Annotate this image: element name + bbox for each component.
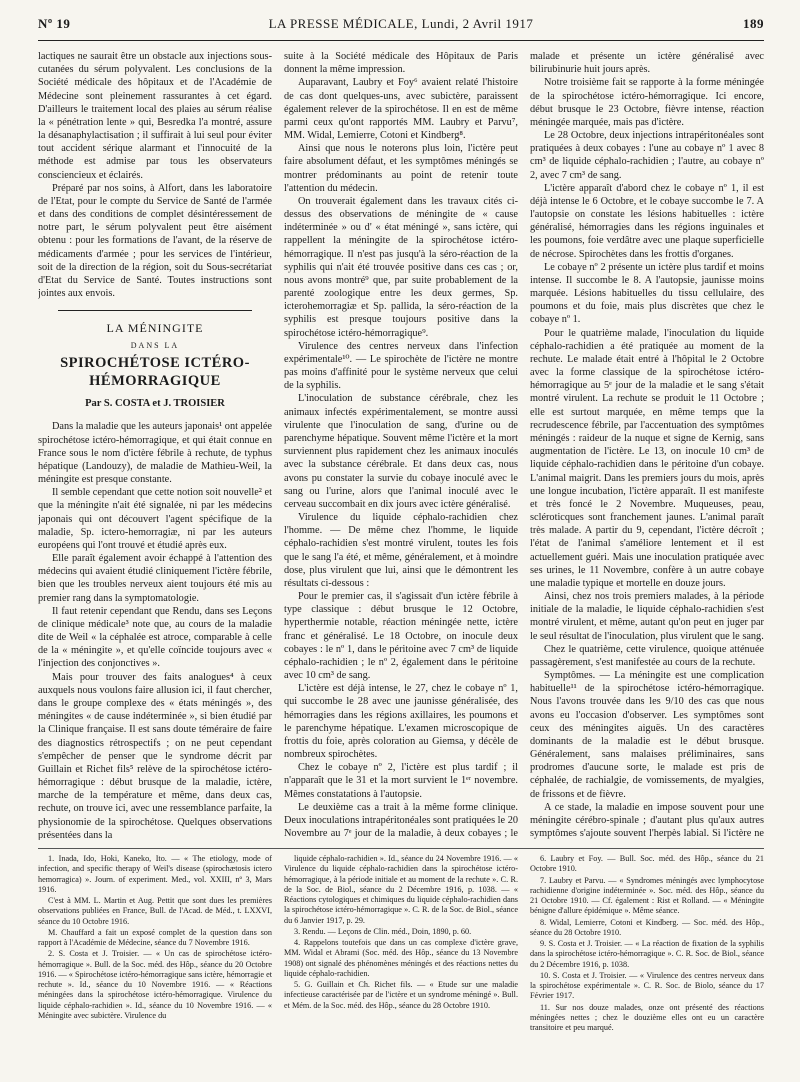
paragraph: Virulence du liquide céphalo-rachidien chez l'homme. — De même chez l'homme, le liquide céphalo-rachidien s'est montré virulent, toutes les fois que le sang l'a été, et même, généralement, et à moindre dose, plus virulent que lui, ainsi que le démontrent les résultats ci-dessous :	[284, 512, 518, 589]
text-columns	[38, 50, 764, 840]
paragraph: malade et présente un ictère généralisé avec bilirubinurie huit jours après.	[530, 51, 764, 76]
footnote: 11. Sur nos douze malades, onze ont présenté des réactions méningées nettes ; chez le douzième elles ont eu un caractère transitoire et peu marqué.	[530, 1002, 764, 1032]
footnote: liquide céphalo-rachidien ». Id., séance du 24 Novembre 1916. — « Virulence du liquide céphalo-rachidien dans la spirochétose ictéro-hémorragique, à la période initiale et au moment de la rechute ». C. R. de la Soc. de Biol., séance du 2 Décembre 1916, p. 1038. — « Réactions cytologiques et chimiques du liquide céphalo-rachidien dans la spirochétose ictéro-hémorragique ». C. R. de la Soc. de Biol., séance du 6 Janvier 1917, p. 29.	[284, 854, 518, 925]
column-1	[38, 50, 272, 840]
footnote: 5. G. Guillain et Ch. Richet fils. — « Etude sur une maladie infectieuse caractérisée par de l'ictère et un syndrome méningé ». Bull. et Mém. de la Soc. méd. des Hôp., séance du 28 Octobre 1910.	[284, 980, 518, 1010]
paragraph: Chez le quatrième, cette virulence, quoique atténuée passagèrement, s'est manifestée au cours de la rechute.	[530, 643, 764, 668]
paragraph: suite à la Société médicale des Hôpitaux de Paris donnent la même impression.	[284, 51, 518, 76]
article-authors: Par S. COSTA et J. TROISIER	[85, 397, 225, 409]
footnote: 2. S. Costa et J. Troisier. — « Un cas de spirochétose ictéro-hémorragique ». Bull. de la Soc. méd. des Hôp., séance du 20 Octobre 1916. — « Spirochétose ictéro-hémorragique sans ictère, hémorragie et rechute ». Id., séance du 10 Novembre 1916. — « Réactions méningées dans la spirochétose ictéro-hémorragique. Virulence du liquide céphalo-rachidien ». Id., séance du 10 Novembre 1916. — « Méningite avec subictère. Virulence du	[38, 949, 272, 1020]
column-2	[284, 50, 518, 840]
header-rule	[38, 40, 764, 41]
column-3	[530, 50, 764, 840]
footnote: 4. Rappelons toutefois que dans un cas complexe d'ictère grave, MM. Widal et Abrami (Soc. méd. des Hôp., séance du 13 Novembre 1908) ont signalé des phénomènes méningés et des réactions nettes du liquide céphalo-rachidien.	[284, 938, 518, 978]
footnote: 9. S. Costa et J. Troisier. — « La réaction de fixation de la syphilis dans la spirochétose ictéro-hémorragique ». C. R. Soc. de Biol., séance du 2 Décembre 1916, p. 1038.	[530, 939, 764, 969]
paragraph: Préparé par nos soins, à Alfort, dans les laboratoire de l'Etat, pour le compte du Service de Santé de l'armée et dans des conditions de complet désintéressement de notre part, le sérum polyvalent peut être aisément obtenu : pour les formations de l'avant, de la réserve de médicaments d'armée ; pour les services de l'intérieur, soit de la direction de la région, soit du Sous-secrétariat d'Etat du Service de Santé. Toutes instructions sont jointes aux envois.	[38, 182, 272, 300]
paragraph: Ainsi, chez nos trois premiers malades, à la période initiale de la maladie, le liquide céphalo-rachidien s'est montré virulent, et même, autant qu'on peut en juger par le seul résultat de l'inoculation, plus virulent que le sang.	[530, 591, 764, 642]
article-title-main: SPIROCHÉTOSE ICTÉRO-HÉMORRAGIQUE	[60, 354, 250, 390]
paragraph: Mais pour trouver des faits analogues⁴ à ceux auxquels nous voulons faire allusion ici, il faut chercher, dans le groupe complexe des « états méningés », des méningites « de cause indéterminée », si bien étudié par la Clinique française. Il est sans doute téméraire de faire des diagnostics rétrospectifs ; on ne peut cependant s'empêcher de penser que le syndrome décrit par Guillain et Richet fils⁵ relève de la spirochétose ictéro-hémorragique : début brusque de la maladie, ictère, marche de la température et même, dans deux cas, rechute, on trouve ici, avec une ressemblance parfaite, la physionomie de la spirochétose. Quelques observations présentées dans la	[38, 671, 272, 840]
footnote-column-3	[530, 854, 764, 1076]
paragraph: A ce stade, la maladie en impose souvent pour une méningite cérébro-spinale ; d'autant plus qu'aux autres symptômes s'ajoute souvent l'herpès labial. Si l'ictère ne	[530, 801, 764, 840]
paragraph: Pour le premier cas, il s'agissait d'un ictère fébrile à type classique : début brusque le 12 Octobre, hyperthermie notable, réaction méningée nette, ictère franc et généralisé. Le 18 Octobre, on inocule deux cobayes : le nº 1, dans le péritoine avec 7 cm³ de liquide céphalo-rachidien ; le nº 2, également dans le péritoine avec 10 cm³ de sang.	[284, 591, 518, 682]
paragraph: Symptômes. — La méningite est une complication habituelle¹¹ de la spirochétose ictéro-hémorragique. Nous l'avons trouvée dans les 9/10 des cas que nous avons eu l'occasion d'observer. Les symptômes sont ceux des méningites aiguës. Un des caractères dominants de la maladie est le début brusque. Généralement, sans malaises préliminaires, sans prodromes d'aucune sorte, le malade est pris de céphalée, de rachialgie, de vomissements, de myalgies, de frissons et de fièvre.	[530, 670, 764, 800]
paragraph: Le 28 Octobre, deux injections intrapéritonéales sont pratiquées à deux cobayes : l'une au cobaye nº 1 avec 8 cm³ de liquide céphalo-rachidien ; l'autre, au cobaye nº 2, avec 7 cm³ de sang.	[530, 130, 764, 181]
paragraph: Pour le quatrième malade, l'inoculation du liquide céphalo-rachidien a été pratiquée au moment de la rechute. Le malade était entré à l'hôpital le 2 Octobre avec la forme classique de la spirochétose ictéro-hémorragique au 5ᵉ jour de la maladie et le sang s'était montré virulent. La rechute se produit le 11 Octobre ; elle est surtout marquée, en même temps que la recrudescence fébrile, par l'accentuation des symptômes méningés : raideur de la nuque et signe de Kernig, sans augmentation de l'ictère. Le 13, on inocule 10 cm³ de liquide céphalo-rachidien dans le péritoine d'un cobaye. L'animal maigrit. Dans les premiers jours du mois, après une longue incubation, l'ictère apparaît. Il est manifeste et très foncé le 2 Novembre. Muqueuses, peau, scléroticques sont franchement jaunes. L'animal paraît très malade. A partir du 9, cependant, l'ictère décroît ; l'état de l'animal s'améliore lentement et il est actuellement guéri. Mais une inoculation pratiquée avec ses urines, le 11 Novembre, confère à un autre cobaye une maladie typique et mortelle en douze jours.	[530, 327, 764, 589]
paragraph: Le cobaye nº 2 présente un ictère plus tardif et moins intense. Il succombe le 8. A l'autopsie, jaunisse moins marquée. Lésions habituelles du tissu cellulaire, des poumons et du foie, mais plus discrètes que chez le cobaye nº 1.	[530, 261, 764, 326]
paragraph: Elle paraît également avoir échappé à l'attention des médecins qui avaient étudié cliniquement l'ictère fébrile, bien que les troubles nerveux aient toujours été mis au premier rang dans la symptomatologie.	[38, 553, 272, 604]
footnote: C'est à MM. L. Martin et Aug. Pettit que sont dues les premières observations publiées en France, Bull. de l'Acad. de Méd., t. LXXVI, séance du 10 Octobre 1916.	[38, 896, 272, 926]
article-divider	[58, 310, 252, 311]
footnotes	[38, 854, 764, 1076]
footnote-column-2	[284, 854, 518, 1076]
paragraph: L'inoculation de substance cérébrale, chez les animaux infectés expérimentalement, se montre aussi virulente que l'inoculation de sang, d'urine ou de parenchyme hépatique. Souvent même l'ictère et la mort surviennent plus rapidement chez les animaux inoculés avec la substance cérébrale. Et dans deux cas, nous avons pu constater la survie du cobaye inoculé avec le sang ou l'urine, alors que l'animal inoculé avec le cerveau succombait en dix jours avec ictère généralisé.	[284, 393, 518, 510]
footnote-column-1	[38, 854, 272, 1076]
footnote: M. Chauffard a fait un exposé complet de la question dans son rapport à l'Académie de Médecine, séance du 7 Novembre 1916.	[38, 927, 272, 947]
journal-title: LA PRESSE MÉDICALE, Lundi, 2 Avril 1917	[268, 16, 534, 31]
paragraph: Chez le cobaye nº 2, l'ictère est plus tardif ; il n'apparaît que le 31 et la mort survient le 1ᵉʳ novembre. Mêmes constatations à l'autopsie.	[284, 762, 518, 800]
footnote: 8. Widal, Lemierre, Cotoni et Kindberg. — Soc. méd. des Hôp., séance du 28 Octobre 1910.	[530, 917, 764, 937]
paragraph: Le deuxième cas a trait à la même forme clinique. Deux inoculations intrapéritonéales sont pratiquées le 20 Novembre au 7ᵉ jour de la maladie, à deux cobayes ; le	[284, 801, 518, 840]
footnote: 7. Laubry et Parvu. — « Syndromes méningés avec lymphocytose rachidienne d'origine indéterminée ». Soc. méd. des Hôp., séance du 21 Octobre 1910. — Cf. également : Rist et Rolland. — « Méningite bénigne d'allure épidémique ». Même séance.	[530, 875, 764, 916]
paragraph: Ainsi que nous le noterons plus loin, l'ictère peut faire absolument défaut, et les symptômes méningés se montrer prédominants au point de retenir toute l'attention du médecin.	[284, 143, 518, 194]
running-head	[38, 16, 764, 36]
issue-number: Nº 19	[38, 16, 71, 31]
footnote-rule	[38, 848, 764, 849]
paragraph: Notre troisième fait se rapporte à la forme méningée de la spirochétose ictéro-hémorragique. Ici encore, début brusque le 23 Octobre, fièvre intense, réaction méningée marquée, mais pas d'ictère.	[530, 77, 764, 128]
paragraph: On trouverait également dans les travaux cités ci-dessus des observations de méningite de « cause indéterminée » ou d' « état méningé », sans ictère, qui rappellent la méningite de la spirochétose ictéro-hémorragique. Il n'est pas jusqu'à la séro-réaction de la syphilis qui n'ait été trouvée positive dans ces cas ; or, nous avons montré⁹ que, par suite probablement de la parenté zoologique entre les deux germes, Sp. icterohemorragiæ et Sp. pallida, la séro-réaction de la syphilis est presque toujours positive dans la spirochétose ictéro-hémorragique⁹.	[284, 195, 518, 339]
paragraph: Il faut retenir cependant que Rendu, dans ses Leçons de clinique médicale³ note que, au cours de la maladie dite de Weil « la céphalée est atroce, comparable à celle de la « méningite », et qu'elle coïncide toujours avec « l'injection des conjonctives ».	[38, 605, 272, 670]
paragraph: lactiques ne saurait être un obstacle aux injections sous-cutanées du sérum polyvalent. Les conclusions de la Société médicale des hôpitaux et de l'Académie de Médecine sont pleinement rassurantes à cet égard. D'ailleurs le traitement local des plaies au sérum réalise la « pénétration lente » qui, Besredka l'a montré, assure la désanaphylactisation ; il suffirait à lui seul pour éviter tout accident sérique alarmant et l'innocuité de la méthode est admise par tous les observateurs consciencieux et éclairés.	[38, 51, 272, 181]
paragraph: L'ictère apparaît d'abord chez le cobaye nº 1, il est déjà intense le 6 Octobre, et le cobaye succombe le 7. A l'autopsie on constate les lésions habituelles : ictère généralisé, hémorragies dans les régions inguinales et les poumons, foie verdâtre avec une plaque superficielle de nécrose. Spirochètes dans les frottis d'organes.	[530, 182, 764, 260]
paragraph: Dans la maladie que les auteurs japonais¹ ont appelée spirochétose ictéro-hémorragique, et qui était connue en France sous le nom d'ictère fébrile à rechute, de typhus hépatique (Landouzy), de maladie de Mathieu-Weil, la méningite est presque constante.	[38, 421, 272, 486]
paragraph: Auparavant, Laubry et Foy⁶ avaient relaté l'histoire de cas dont quelques-uns, avec subictère, paraissent également relever de la spirochétose. Il en est de même parmi ceux qu'ont rapportés MM. Laubry et Parvu⁷, MM. Widal, Lemierre, Cotoni et Kindberg⁸.	[284, 77, 518, 142]
article-title-line: DANS LA	[130, 340, 180, 350]
page-number: 189	[743, 16, 764, 31]
article-title-line: LA MÉNINGITE	[106, 321, 204, 336]
footnote: 6. Laubry et Foy. — Bull. Soc. méd. des Hôp., séance du 21 Octobre 1910.	[530, 854, 764, 874]
footnote: 10. S. Costa et J. Troisier. — « Virulence des centres nerveux dans la spirochétose expérimentale ». C. R. Soc. de Biolo, séance du 17 Février 1917.	[530, 970, 764, 1001]
article-title-block	[38, 321, 272, 410]
footnote: 3. Rendu. — Leçons de Clin. méd., Doin, 1890, p. 60.	[294, 926, 472, 936]
footnote: 1. Inada, Ido, Hoki, Kaneko, Ito. — « The etiology, mode of infection, and specific therapy of Weil's disease (spirochætosis ictero hemorragica) ». Journ. of experiment. Med., vol. XXIII, nº 3, Mars 1916.	[38, 854, 272, 894]
paragraph: Il semble cependant que cette notion soit nouvelle² et que la méningite n'ait été signalée, ni par les médecins japonais qui ont découvert l'agent spécifique de la maladie, Sp. ictero-hemorragiæ, ni par les auteurs européens qui l'ont trouvé et étudié après eux.	[38, 487, 272, 551]
paragraph: Virulence des centres nerveux dans l'infection expérimentale¹⁰. — Le spirochète de l'ictère ne montre pas moins d'affinité pour le système nerveux que celui de la syphilis.	[284, 340, 518, 392]
paragraph: L'ictère est déjà intense, le 27, chez le cobaye nº 1, qui succombe le 28 avec une jaunisse généralisée, des hémorragies dans les régions axillaires, les poumons et le parenchyme hépatique. L'examen microscopique de frottis du foie, après coloration au Giemsa, y décèle de nombreux spirochètes.	[284, 683, 518, 761]
